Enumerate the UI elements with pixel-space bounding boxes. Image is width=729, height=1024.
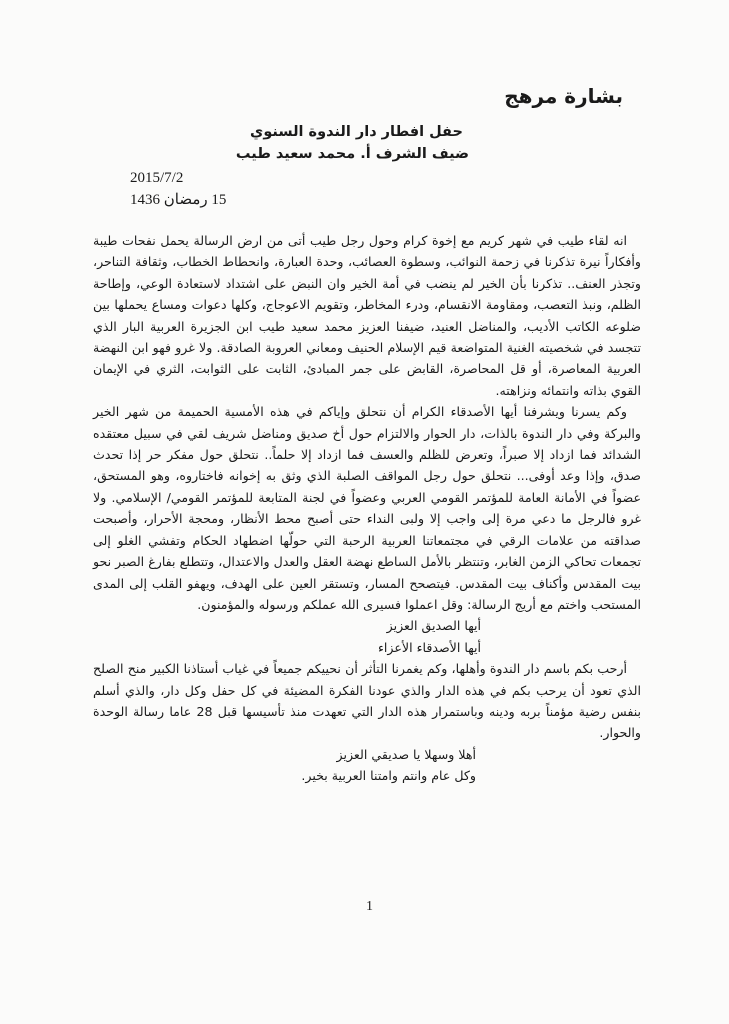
guest-of-honor-line: ضيف الشرف أ. محمد سعيد طيب [235,146,470,162]
closing-welcome: أهلا وسهلا يا صديقي العزيز [336,746,476,762]
hijri-date: 15 رمضان 1436 [130,192,227,208]
paragraph-1: انه لقاء طيب في شهر كريم مع إخوة كرام وحول رجل طيب أتى من ارض الرسالة يحمل نفحات طيبة وأفكاراً نيرة تذكرنا في زحمة النوائب، وسطوة العصائب، وحدة العبارة، وانحطاط الخطاب، وثقافة التناحر، وتجذر العنف.. تذكرنا بأن الخير لم ينضب في أمة الخير وان النبض على اشتداد لاستعادة الوعي، وإطاحة الظلم، ونبذ التعصب، ومقاومة الانقسام، ودرء المخاطر، وتقويم الاعوجاج، وكلها دعوات ومساع يحملها بين ضلوعه الكاتب الأديب، والمناضل العنيد، ضيفنا العزيز محمد سعيد طيب ابن الجزيرة العربية البار الذي تتجسد في شخصيته الغنية المتواضعة قيم الإسلام الحنيف ومعاني العروبة الصادقة. ولا غرو فهو ابن النهضة العربية المعاصرة، أو قل المحاصرة، القابض على جمر المبادئ، الثابت على الثوابت، الثري في الإيمان القوي بذاته وانتمائه ونزاهته. [93,233,641,398]
page-number: 1 [366,899,373,914]
author-name: بشارة مرهج [504,84,623,108]
speech-body [93,230,641,787]
paragraph-3: أرحب بكم باسم دار الندوة وأهلها، وكم يغمرنا التأثر أن نحييكم جميعاً في غياب أستاذنا الكبير منح الصلح الذي تعود أن يرحب بكم في هذه الدار والذي عودنا الفكرة المضيئة في كل حفل وكل دار، والذي أسلم بنفس رضية مؤمناً بربه ودينه وباستمرار هذه الدار التي تعهدت منذ تأسيسها قبل 28 عاما رسالة الوحدة والحوار. [93,661,641,741]
paragraph-2: وكم يسرنا ويشرفنا أيها الأصدقاء الكرام أن نتحلق وإياكم في هذه الأمسية الحميمة من شهر الخير والبركة وفي دار الندوة بالذات، دار الحوار والالتزام حول أخ صديق ومناضل شريف لقي في سبيل معتقده الشدائد فما ازداد إلا صبراً، وتعرض للظلم والعسف فما ازداد إلا حلماً.. نتحلق حول مفكر حر إذا تحدث صدق، وإذا وعد أوفى... نتحلق حول رجل المواقف الصلبة الذي وثق به إخوانه فاختاروه، وهو المستحق، عضواً في الأمانة العامة للمؤتمر القومي العربي وعضواً في لجنة المتابعة للمؤتمر القومي/ الإسلامي. ولا غرو فالرجل ما دعي مرة إلى واجب إلا ولبى النداء حتى أصبح محط الأنظار، ومحجة الأحرار، وأصبحت صداقته من علامات الرقي في مجتمعاتنا العربية الرحبة التي حولّها اضطهاد الحكام وتفشي الغلو إلى تجمعات تحاكي الزمن الغابر، وتنتظر بالأمل الساطع نهضة العقل والعدل والاعتدال، وتتطلع بفارغ الصبر نحو بيت المقدس وأكناف بيت المقدس. فيتصحح المسار، وتستقر العين على الهدف، ويهفو القلب إلى المدى المستحب واختم مع أريج الرسالة: وقل اعملوا فسيرى الله عملكم ورسوله والمؤمنون. [93,404,641,612]
event-title: حفل افطار دار الندوة السنوي [250,124,463,140]
gregorian-date: 2015/7/2 [130,170,184,186]
salutation-friend: أيها الصديق العزيز [386,618,481,634]
closing-wishes: وكل عام وانتم وامتنا العربية بخير. [301,768,476,784]
salutation-friends: أيها الأصدقاء الأعزاء [378,639,481,655]
